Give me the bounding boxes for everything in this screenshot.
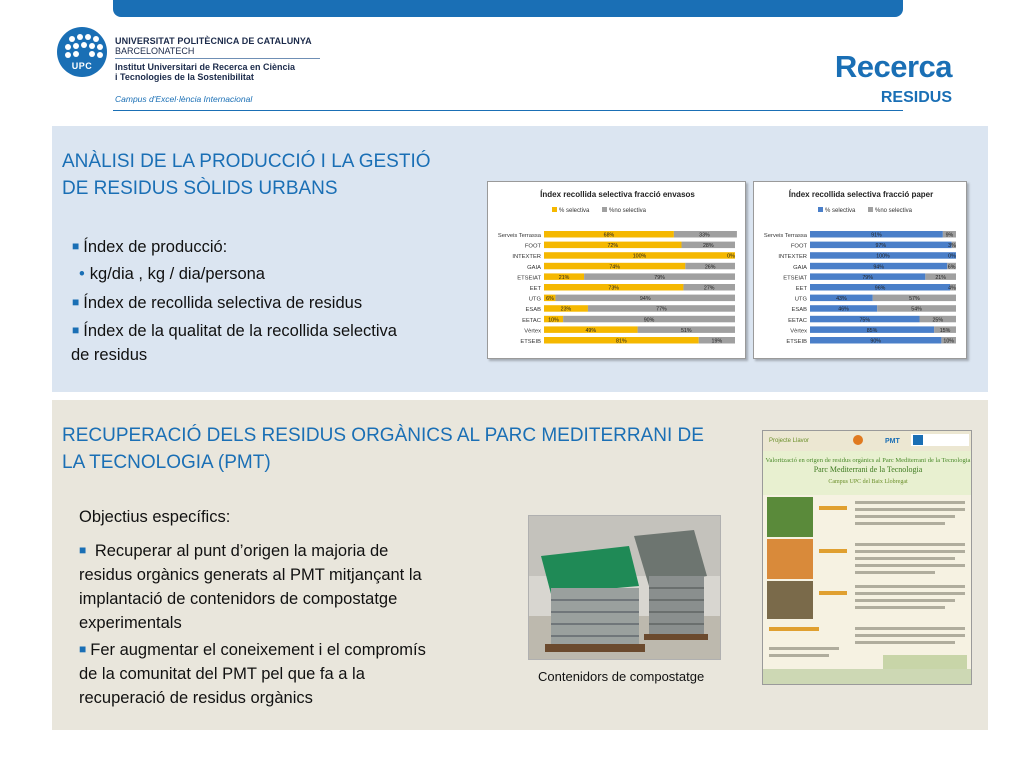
bullet-text: Índex de la qualitat de la recollida selectiva xyxy=(83,322,397,340)
data-label: 96% xyxy=(874,285,886,292)
category-label: Serveis Terrassa xyxy=(763,233,807,239)
data-label: 10% xyxy=(548,317,559,324)
data-label: 72% xyxy=(607,243,619,250)
category-label: ETSEIB xyxy=(786,339,807,345)
category-label: Vèrtex xyxy=(790,328,807,335)
objective-1-line: Recuperar al punt d’origen la majoria de xyxy=(94,542,389,560)
objective-2-line: de la comunitat del PMT pel que fa a la xyxy=(79,665,365,683)
section1-title xyxy=(62,148,431,202)
category-label: ETSEIB xyxy=(520,339,541,345)
legend-label: % selectiva xyxy=(559,208,590,214)
data-label: 0% xyxy=(948,253,956,260)
data-label: 27% xyxy=(703,285,715,292)
data-label: 79% xyxy=(654,274,665,281)
data-label: 73% xyxy=(608,285,620,292)
section2-title-line2: LA TECNOLOGIA (PMT) xyxy=(62,452,271,473)
poster-campus: Campus UPC del Baix Llobregat xyxy=(828,479,908,485)
data-label: 15% xyxy=(939,327,951,334)
category-label: EET xyxy=(529,286,541,292)
bullet-units: • kg/dia , kg / dia/persona xyxy=(79,265,265,283)
section1-title-line2: DE RESIDUS SÒLIDS URBANS xyxy=(62,178,338,199)
page-title: Recerca xyxy=(834,49,952,84)
data-label: 6% xyxy=(947,264,956,271)
category-label: INTEXTER xyxy=(778,254,807,261)
data-label: 3% xyxy=(948,243,956,250)
data-label: 100% xyxy=(632,253,647,260)
data-label: 26% xyxy=(704,264,716,271)
bullet-production-index: ■ Índex de producció: xyxy=(72,238,228,256)
bullet-selective-index: ■ Índex de recollida selectiva de residus xyxy=(72,294,363,312)
campus-tagline: Campus d'Excel·lència Internacional xyxy=(115,94,253,104)
bullet-text: Índex de recollida selectiva de residus xyxy=(83,294,363,312)
objectives-heading: Objectius específics: xyxy=(79,508,231,526)
project-poster xyxy=(762,430,972,685)
category-label: EETAC xyxy=(522,317,541,324)
data-label: 21% xyxy=(558,274,570,281)
objective-1-line: implantació de contenidors de compostatge xyxy=(79,590,398,608)
header-divider xyxy=(113,110,903,111)
data-label: 74% xyxy=(609,264,620,271)
poster-brand: Projecte Llavor xyxy=(769,438,810,444)
data-label: 28% xyxy=(702,243,714,250)
data-label: 79% xyxy=(862,274,873,281)
legend-swatch xyxy=(602,207,607,212)
category-label: FOOT xyxy=(524,243,541,250)
legend-label: %no selectiva xyxy=(875,208,913,214)
data-label: 85% xyxy=(866,327,878,334)
logo-text: UPC xyxy=(71,61,93,71)
category-label: INTEXTER xyxy=(512,254,541,261)
bullet-text: kg/dia , kg / dia/persona xyxy=(89,265,265,283)
institution-block xyxy=(115,36,320,104)
category-label: EET xyxy=(795,286,807,292)
institute-line1: Institut Universitari de Recerca en Ciència xyxy=(115,62,296,72)
university-name: UNIVERSITAT POLITÈCNICA DE CATALUNYA xyxy=(115,36,312,46)
data-label: 6% xyxy=(546,296,554,303)
data-label: 33% xyxy=(699,232,710,239)
category-label: EETAC xyxy=(788,317,807,324)
chart-paper xyxy=(753,181,967,359)
category-label: Vèrtex xyxy=(524,328,541,335)
chart-envasos-svg xyxy=(488,182,747,360)
data-label: 23% xyxy=(560,306,572,313)
category-label: ESAB xyxy=(525,307,541,314)
section2-title xyxy=(62,422,704,476)
compost-containers-photo xyxy=(528,515,721,660)
bullet-quality-index-cont xyxy=(71,341,147,369)
bullet-text: de residus xyxy=(71,346,148,364)
poster-headline: Valorització en origen de residus orgànics al Parc Mediterrani de la Tecnologia xyxy=(765,457,971,464)
chart-title: Índex recollida selectiva fracció paper xyxy=(788,190,934,199)
data-label: 46% xyxy=(838,306,849,313)
data-label: 100% xyxy=(876,253,890,260)
data-label: 51% xyxy=(680,327,692,334)
data-label: 94% xyxy=(873,264,884,271)
data-label: 77% xyxy=(656,306,667,313)
bullet-text: Índex de producció: xyxy=(83,238,228,256)
chart-title: Índex recollida selectiva fracció envasos xyxy=(540,190,695,199)
category-label: FOOT xyxy=(790,243,807,250)
institute-line2: i Tecnologies de la Sostenibilitat xyxy=(115,72,254,82)
chart-paper-svg xyxy=(754,182,968,360)
data-label: 90% xyxy=(870,338,882,345)
bullet-quality-index: ■ Índex de la qualitat de la recollida selectiva xyxy=(72,322,397,340)
svg-text:Parc Mediterrani de la Tecnolo: Parc Mediterrani de la Tecnologia xyxy=(813,465,923,474)
data-label: 68% xyxy=(603,232,615,239)
category-label: ESAB xyxy=(791,307,807,314)
photo-caption: Contenidors de compostatge xyxy=(538,669,705,684)
data-label: 90% xyxy=(643,317,655,324)
legend-label: %no selectiva xyxy=(609,208,647,214)
data-label: 54% xyxy=(911,306,922,313)
category-label: ETSEIAT xyxy=(517,275,541,282)
compost-photo-illustration xyxy=(529,516,721,660)
objective-2: ■ Fer augmentar el coneixement i el compromís de la comunitat del PMT pel que fa a la recuperació de residus orgànics xyxy=(79,637,499,710)
data-label: 19% xyxy=(711,338,723,345)
category-label: ETSEIAT xyxy=(783,275,807,282)
data-label: 91% xyxy=(871,232,882,239)
data-label: 49% xyxy=(585,327,597,334)
poster-illustration xyxy=(763,431,972,685)
category-label: GAIA xyxy=(793,264,807,271)
data-label: 25% xyxy=(932,317,944,324)
objective-1-line: experimentals xyxy=(79,614,182,632)
data-label: 10% xyxy=(943,338,955,345)
legend-swatch xyxy=(818,207,823,212)
data-label: 9% xyxy=(945,232,954,239)
objective-1: ■ Recuperar al punt d’origen la majoria de residus orgànics generats al PMT mitjançant la implantació de contenidors de compostatge experimentals xyxy=(79,538,499,635)
legend-label: % selectiva xyxy=(825,208,856,214)
top-accent-bar xyxy=(113,0,903,17)
objective-2-line: recuperació de residus orgànics xyxy=(79,689,313,707)
data-label: 21% xyxy=(935,274,946,281)
category-label: UTG xyxy=(794,296,807,303)
section1-title-line1: ANÀLISI DE LA PRODUCCIÓ I LA GESTIÓ xyxy=(62,151,431,172)
data-label: 43% xyxy=(836,296,847,303)
objective-2-line: Fer augmentar el coneixement i el compromís xyxy=(90,641,426,659)
data-label: 57% xyxy=(909,296,920,303)
upc-logo xyxy=(57,27,107,77)
data-label: 81% xyxy=(616,338,627,345)
legend-swatch xyxy=(552,207,557,212)
section2-title-line1: RECUPERACIÓ DELS RESIDUS ORGÀNICS AL PARC MEDITERRANI DE xyxy=(62,425,704,446)
poster-pmt: PMT xyxy=(885,438,900,445)
data-label: 75% xyxy=(859,317,871,324)
category-label: Serveis Terrassa xyxy=(497,233,541,239)
university-subname: BARCELONATECH xyxy=(115,46,320,59)
category-label: GAIA xyxy=(527,264,541,271)
chart-envasos xyxy=(487,181,746,359)
page-subtitle: RESIDUS xyxy=(880,89,952,106)
data-label: 94% xyxy=(639,296,651,303)
data-label: 97% xyxy=(875,243,887,250)
legend-swatch xyxy=(868,207,873,212)
category-label: UTG xyxy=(528,296,541,303)
data-label: 0% xyxy=(727,253,735,260)
objective-1-line: residus orgànics generats al PMT mitjançant la xyxy=(79,566,422,584)
data-label: 4% xyxy=(948,285,956,292)
